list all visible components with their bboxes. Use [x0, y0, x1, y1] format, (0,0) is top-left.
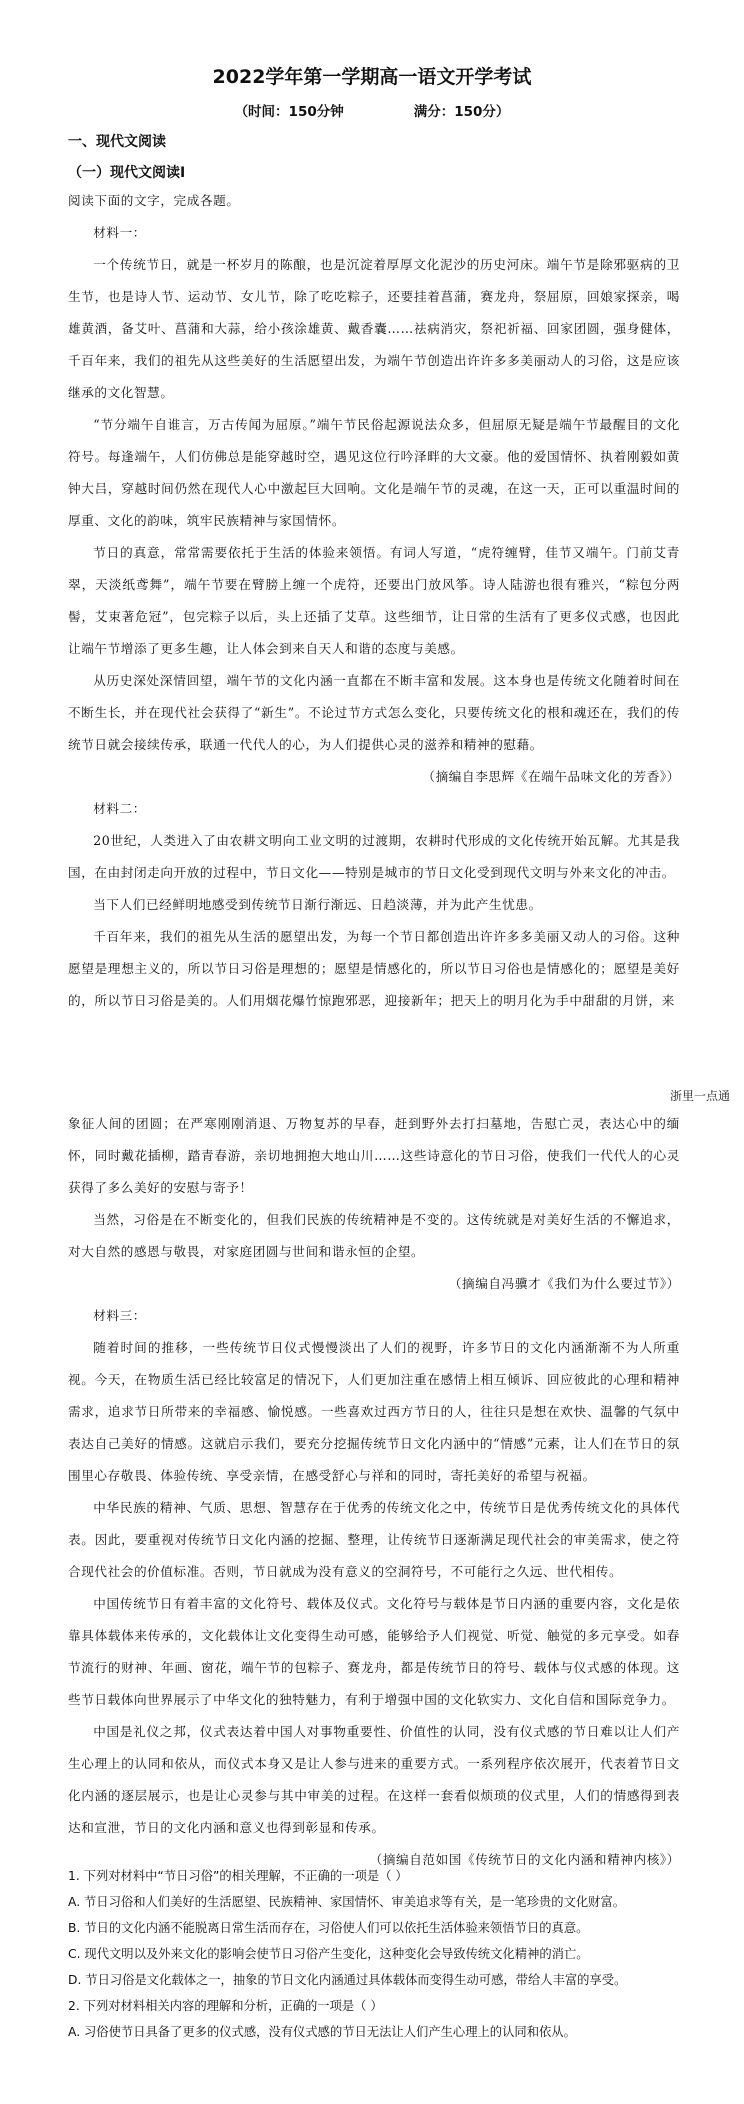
source-citation: （摘编自冯骥才《我们为什么要过节》） [448, 1276, 680, 1291]
material-two-continued [68, 1108, 680, 1876]
exam-score: 满分：150分） [413, 104, 510, 120]
paragraph: 从历史深处深情回望，端午节的文化内涵一直都在不断丰富和发展。这本身也是传统文化随着时间在不断生长，并在现代社会获得了“新生”。不论过节方式怎么变化，只要传统文化的根和魂还在，我们的传统节日就会接续传承，联通一代代人的心，为人们提供心灵的滋养和精神的慰藉。 [68, 673, 680, 752]
question-1-option-c[interactable]: C. 现代文明以及外来文化的影响会使节日习俗产生变化，这种变化会导致传统文化精神的消亡。 [68, 1947, 589, 1961]
paragraph: 随着时间的推移，一些传统节日仪式慢慢淡出了人们的视野，许多节日的文化内涵渐渐不为人所重视。今天，在物质生活已经比较富足的情况下，人们更加注重在感情上相互倾诉、回应彼此的心理和精神需求，追求节日所带来的幸福感、愉悦感。一些喜欢过西方节日的人，往往只是想在欢快、温馨的气氛中表达自己美好的情感。这就启示我们，要充分挖掘传统节日文化内涵中的“情感”元素，让人们在节日的氛围里心存敬畏、体验传统、享受亲情，在感受舒心与祥和的同时，寄托美好的希望与祝福。 [68, 1340, 680, 1483]
paragraph: 象征人间的团圆；在严寒刚刚消退、万物复苏的早春，赶到野外去打扫墓地，告慰亡灵，表达心中的缅怀，同时戴花插柳，踏青春游，亲切地拥抱大地山川……这些诗意化的节日习俗，使我们一代代人的心灵获得了多么美好的安慰与寄予！ [68, 1116, 680, 1195]
source-citation: （摘编自李思辉《在端午品味文化的芳香》） [422, 769, 680, 784]
question-1-option-d[interactable]: D. 节日习俗是文化载体之一，抽象的节日文化内涵通过具体载体而变得生动可感，带给人丰富的享受。 [68, 1973, 627, 1987]
paragraph: 中国传统节日有着丰富的文化符号、载体及仪式。文化符号与载体是节日内涵的重要内容，文化是依靠具体载体来传承的，文化载体让文化变得生动可感，能够给予人们视觉、听觉、触觉的多元享受。如春节流行的财神、年画、窗花，端午节的包粽子、赛龙舟，都是传统节日的符号、载体与仪式感的体现。这些节日载体向世界展示了中华文化的独特魅力，有利于增强中国的文化软实力、文化自信和国际竞争力。 [68, 1596, 680, 1707]
material-label: 材料三： [93, 1308, 146, 1323]
question-1-option-a[interactable]: A. 节日习俗和人们美好的生活愿望、民族精神、家国情怀、审美追求等有关，是一笔珍贵的文化财富。 [68, 1895, 626, 1909]
instruction: 阅读下面的文字，完成各题。 [68, 193, 240, 208]
section-heading: 一、现代文阅读 [68, 134, 166, 150]
paragraph: 千百年来，我们的祖先从生活的愿望出发，为每一个节日都创造出许许多多美丽又动人的习俗。这种愿望是理想主义的，所以节日习俗是理想的；愿望是情感化的，所以节日习俗也是情感化的；愿望是美好的，所以节日习俗是美的。人们用烟花爆竹惊跑邪恶，迎接新年；把天上的明月化为手中甜甜的月饼，来 [68, 929, 680, 1008]
paragraph: 节日的真意，常常需要依托于生活的体验来领悟。有词人写道，“虎符缠臂，佳节又端午。门前艾青翠，天淡纸鸢舞”，端午节要在臂膀上缠一个虎符，还要出门放风筝。诗人陆游也很有雅兴，“粽包分两髻，艾束著危冠”，包完粽子以后，头上还插了艾草。这些细节，让日常的生活有了更多仪式感，也因此让端午节增添了更多生趣，让人体会到来自天人和谐的态度与美感。 [68, 545, 680, 656]
paragraph: 20世纪，人类进入了由农耕文明向工业文明的过渡期，农耕时代形成的文化传统开始瓦解。尤其是我国，在由封闭走向开放的过程中，节日文化——特别是城市的节日文化受到现代文明与外来文化的冲击。 [68, 833, 680, 880]
question-2-stem: 2. 下列对材料相关内容的理解和分析，正确的一项是（ ） [68, 1999, 383, 2013]
paragraph: 中华民族的精神、气质、思想、智慧存在于优秀的传统文化之中，传统节日是优秀传统文化的具体代表。因此，要重视对传统节日文化内涵的挖掘、整理，让传统节日逐渐满足现代社会的审美需求，使之符合现代社会的价值标准。否则，节日就成为没有意义的空洞符号，不可能行之久远、世代相传。 [68, 1500, 680, 1579]
exam-info [0, 100, 744, 120]
paragraph: 一个传统节日，就是一杯岁月的陈酿，也是沉淀着厚厚文化泥沙的历史河床。端午节是除邪驱病的卫生节，也是诗人节、运动节、女儿节，除了吃吃粽子，还要挂着菖蒲，赛龙舟，祭屈原，回娘家探亲，喝雄黄酒，备艾叶、菖蒲和大蒜，给小孩涂雄黄、戴香囊……祛病消灾，祭祀祈福、回家团圆，强身健体，千百年来，我们的祖先从这些美好的生活愿望出发，为端午节创造出许许多多美丽动人的习俗，这是应该继承的文化智慧。 [68, 257, 680, 400]
exam-time: （时间：150分钟 [234, 104, 344, 120]
question-1-option-b[interactable]: B. 节日的文化内涵不能脱离日常生活而存在，习俗使人们可以依托生活体验来领悟节日的真意。 [68, 1921, 589, 1935]
question-1-stem: 1. 下列对材料中“节日习俗”的相关理解，不正确的一项是（ ） [68, 1869, 408, 1883]
question-2-option-a[interactable]: A. 习俗使节日具备了更多的仪式感，没有仪式感的节日无法让人们产生心理上的认同和依从。 [68, 2025, 576, 2039]
page-title: 2022学年第一学期高一语文开学考试 [212, 66, 532, 88]
material-one [68, 185, 680, 1017]
paragraph: 中国是礼仪之邦，仪式表达着中国人对事物重要性、价值性的认同，没有仪式感的节日难以让人们产生心理上的认同和依从，而仪式本身又是让人参与进来的重要方式。一系列程序依次展开，代表着节日文化内涵的逐层展示，也是让心灵参与其中审美的过程。在这样一套看似烦琐的仪式里，人们的情感得到表达和宣泄，节日的文化内涵和意义也得到彰显和传承。 [68, 1724, 680, 1835]
paragraph: 当下人们已经鲜明地感受到传统节日渐行渐远、日趋淡薄，并为此产生忧患。 [93, 897, 542, 912]
material-label: 材料一： [93, 225, 146, 240]
watermark: 浙里一点通 [669, 1089, 730, 1103]
subsection-heading: （一）现代文阅读Ⅰ [68, 165, 186, 181]
material-label: 材料二： [93, 801, 146, 816]
paragraph: “节分端午自谁言，万古传闻为屈原。”端午节民俗起源说法众多，但屈原无疑是端午节最醒目的文化符号。每逢端午，人们仿佛总是能穿越时空，遇见这位行吟泽畔的大文豪。他的爱国情怀、执着刚毅如黄钟大吕，穿越时间仍然在现代人心中激起巨大回响。文化是端午节的灵魂，在这一天，正可以重温时间的厚重、文化的韵味，筑牢民族精神与家国情怀。 [68, 417, 680, 528]
questions [68, 1863, 688, 2045]
source-citation: （摘编自范如国《传统节日的文化内涵和精神内核》） [369, 1852, 680, 1867]
paragraph: 当然，习俗是在不断变化的，但我们民族的传统精神是不变的。这传统就是对美好生活的不懈追求，对大自然的感恩与敬畏，对家庭团圆与世间和谐永恒的企望。 [68, 1212, 680, 1259]
